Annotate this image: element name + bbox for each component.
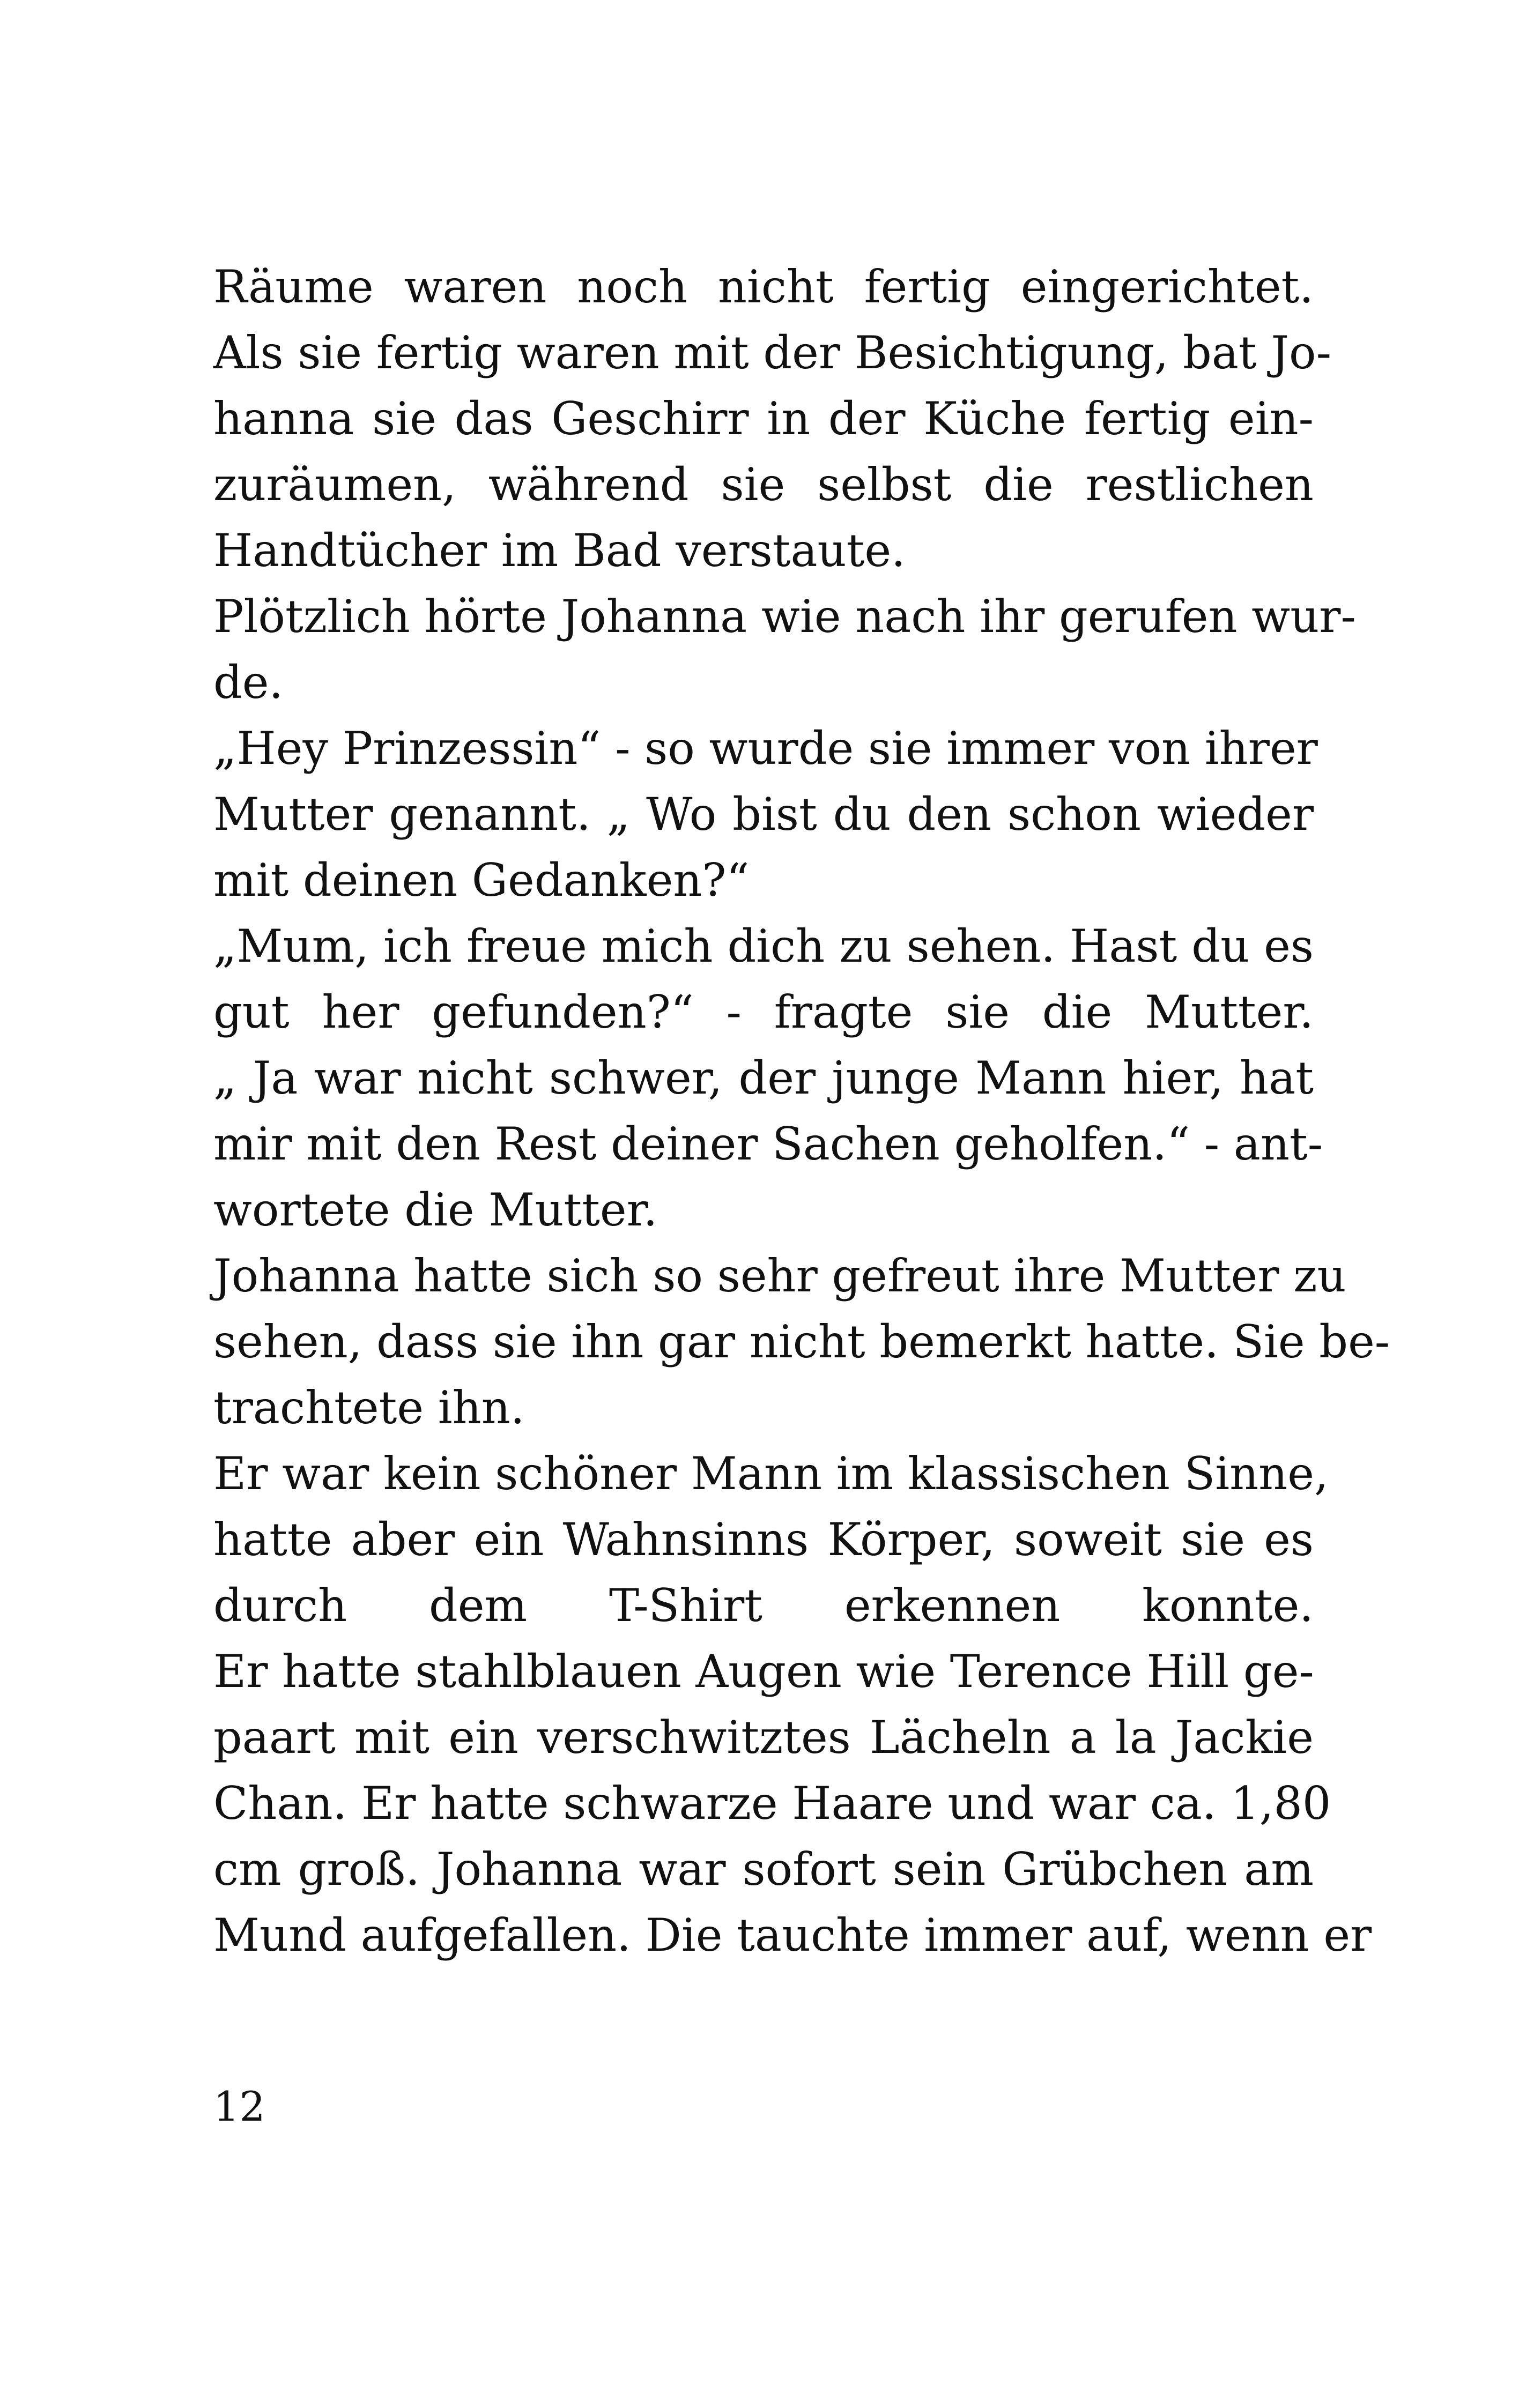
text-line: sehen, dass sie ihn gar nicht bemerkt hatte. Sie be- — [213, 1316, 1390, 1368]
text-line: mit deinen Gedanken?“ — [213, 854, 750, 906]
text-line: „ Ja war nicht schwer, der junge Mann hier, hat — [213, 1052, 1314, 1104]
text-line: Er hatte stahlblauen Augen wie Terence Hill ge- — [213, 1645, 1314, 1698]
text-line: Handtücher im Bad verstaute. — [213, 524, 906, 577]
text-line: paart mit ein verschwitztes Lächeln a la Jackie — [213, 1711, 1314, 1764]
text-line: hanna sie das Geschirr in der Küche fertig ein- — [213, 392, 1314, 445]
text-line: Chan. Er hatte schwarze Haare und war ca. 1,80 — [213, 1777, 1331, 1830]
text-line: zuräumen, während sie selbst die restlichen — [213, 458, 1314, 511]
text-line: mir mit den Rest deiner Sachen geholfen.“ - ant- — [213, 1118, 1323, 1170]
text-line: gut her gefunden?“ - fragte sie die Mutter. — [213, 986, 1314, 1038]
body-text — [213, 254, 1390, 1968]
text-line: hatte aber ein Wahnsinns Körper, soweit sie es — [213, 1513, 1314, 1566]
page-number: 12 — [213, 2083, 265, 2130]
text-line: Johanna hatte sich so sehr gefreut ihre Mutter zu — [213, 1250, 1346, 1302]
text-line: „Mum, ich freue mich dich zu sehen. Hast du es — [213, 920, 1314, 972]
text-line: wortete die Mutter. — [213, 1184, 658, 1236]
text-line: „Hey Prinzessin“ - so wurde sie immer von ihrer — [213, 722, 1318, 775]
text-line: de. — [213, 656, 284, 709]
text-line: cm groß. Johanna war sofort sein Grübchen am — [213, 1843, 1314, 1896]
text-line: Als sie fertig waren mit der Besichtigung, bat Jo- — [213, 326, 1331, 379]
text-line: Räume waren noch nicht fertig eingerichtet. — [213, 261, 1314, 313]
text-line: Plötzlich hörte Johanna wie nach ihr gerufen wur- — [213, 590, 1356, 643]
text-line: Mund aufgefallen. Die tauchte immer auf, wenn er — [213, 1909, 1372, 1961]
text-line: Mutter genannt. „ Wo bist du den schon wieder — [213, 788, 1314, 841]
text-line: durch dem T-Shirt erkennen konnte. — [213, 1579, 1314, 1632]
text-line: trachtete ihn. — [213, 1381, 525, 1434]
text-line: Er war kein schöner Mann im klassischen Sinne, — [213, 1447, 1329, 1500]
